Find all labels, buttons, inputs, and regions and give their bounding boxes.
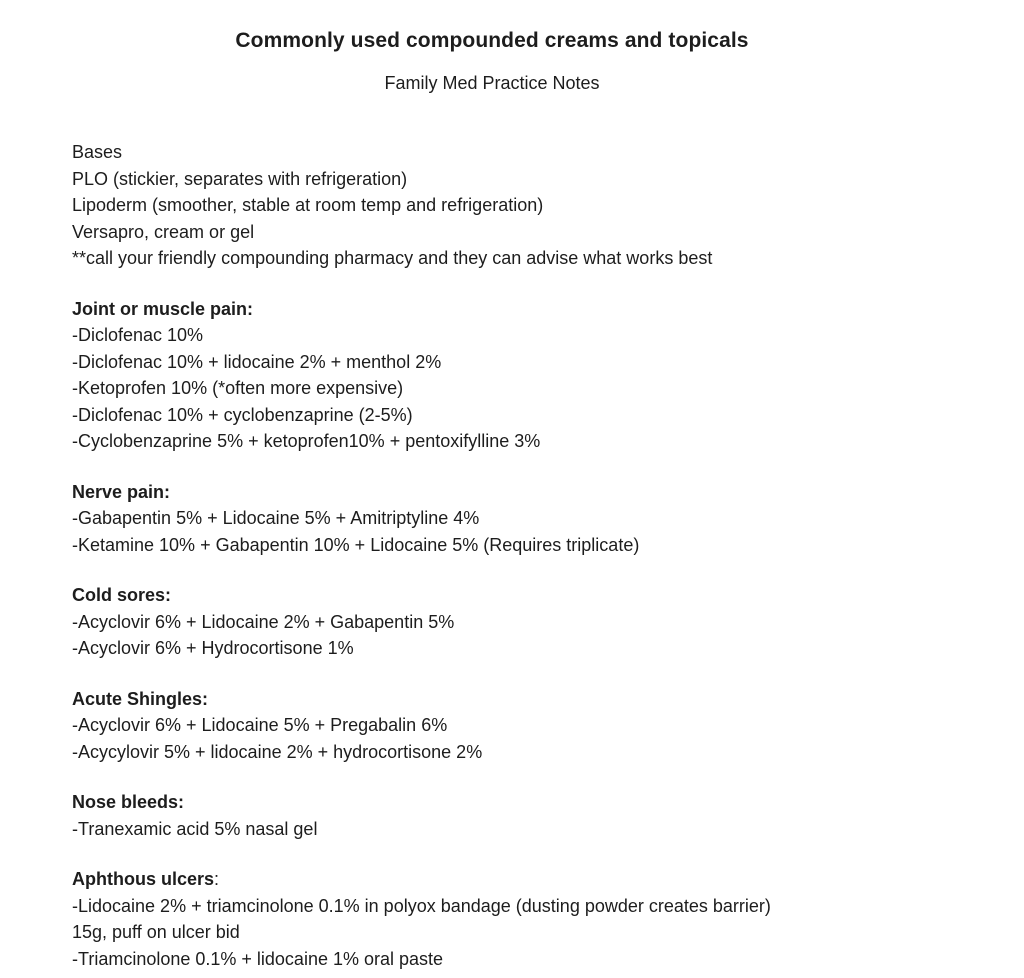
section-heading	[72, 582, 912, 609]
section-heading-colon: :	[202, 688, 209, 709]
section-aphthous-ulcers	[72, 866, 912, 972]
section-heading-text: Acute Shingles	[72, 688, 203, 709]
text-line: -Ketamine 10% + Gabapentin 10% + Lidocaine 5% (Requires triplicate)	[72, 534, 640, 555]
section-heading-text: Joint or muscle pain	[72, 298, 248, 319]
text-line: -Diclofenac 10% + lidocaine 2% + menthol 2%	[72, 351, 442, 372]
text-line: **call your friendly compounding pharmacy and they can advise what works best	[72, 248, 713, 268]
section-heading-text: Nerve pain	[72, 481, 165, 502]
text-line: -Acycylovir 5% + lidocaine 2% + hydrocortisone 2%	[72, 741, 483, 762]
text-line: -Triamcinolone 0.1% + lidocaine 1% oral paste	[72, 948, 444, 969]
section-heading	[72, 296, 912, 323]
section-heading	[72, 479, 912, 506]
text-line: PLO (stickier, separates with refrigeration)	[72, 168, 408, 189]
text-line: -Gabapentin 5% + Lidocaine 5% + Amitriptyline 4%	[72, 508, 480, 528]
text-line: Bases	[72, 142, 123, 162]
text-line: -Diclofenac 10%	[72, 325, 204, 345]
text-line: -Acyclovir 6% + Lidocaine 2% + Gabapentin 5%	[72, 611, 455, 632]
section-nose-bleeds	[72, 789, 912, 842]
page-subtitle: Family Med Practice Notes	[384, 73, 600, 93]
section-acute-shingles	[72, 686, 912, 766]
text-line: -Acyclovir 6% + Lidocaine 5% + Pregabalin 6%	[72, 715, 448, 735]
text-line: -Acyclovir 6% + Hydrocortisone 1%	[72, 638, 354, 658]
section-heading-text: Cold sores	[72, 585, 166, 605]
section-nerve-pain	[72, 479, 912, 559]
section-heading-text: Aphthous ulcers	[72, 869, 215, 889]
section-heading-colon: :	[178, 792, 185, 812]
page-title: Commonly used compounded creams and topicals	[235, 29, 749, 52]
text-line: -Tranexamic acid 5% nasal gel	[72, 818, 318, 839]
section-bases	[72, 139, 912, 272]
section-heading-colon: :	[247, 298, 254, 319]
section-joint-or-muscle-pain	[72, 296, 912, 455]
text-line: -Ketoprofen 10% (*often more expensive)	[72, 378, 404, 398]
text-line: 15g, puff on ulcer bid	[72, 922, 240, 942]
text-line: Versapro, cream or gel	[72, 221, 255, 242]
section-heading-colon: :	[164, 481, 171, 502]
section-heading-colon: :	[214, 869, 220, 889]
text-line: -Diclofenac 10% + cyclobenzaprine (2-5%)	[72, 404, 413, 425]
text-line: -Cyclobenzaprine 5% + ketoprofen10% + pentoxifylline 3%	[72, 431, 541, 451]
text-line: -Lidocaine 2% + triamcinolone 0.1% in polyox bandage (dusting powder creates barrier)	[72, 895, 771, 916]
text-line: Lipoderm (smoother, stable at room temp and refrigeration)	[72, 195, 544, 215]
section-heading	[72, 686, 912, 713]
section-heading	[72, 866, 912, 893]
section-heading-colon: :	[165, 585, 172, 605]
section-heading-text: Nose bleeds	[72, 792, 179, 812]
section-heading	[72, 789, 912, 816]
section-cold-sores	[72, 582, 912, 662]
